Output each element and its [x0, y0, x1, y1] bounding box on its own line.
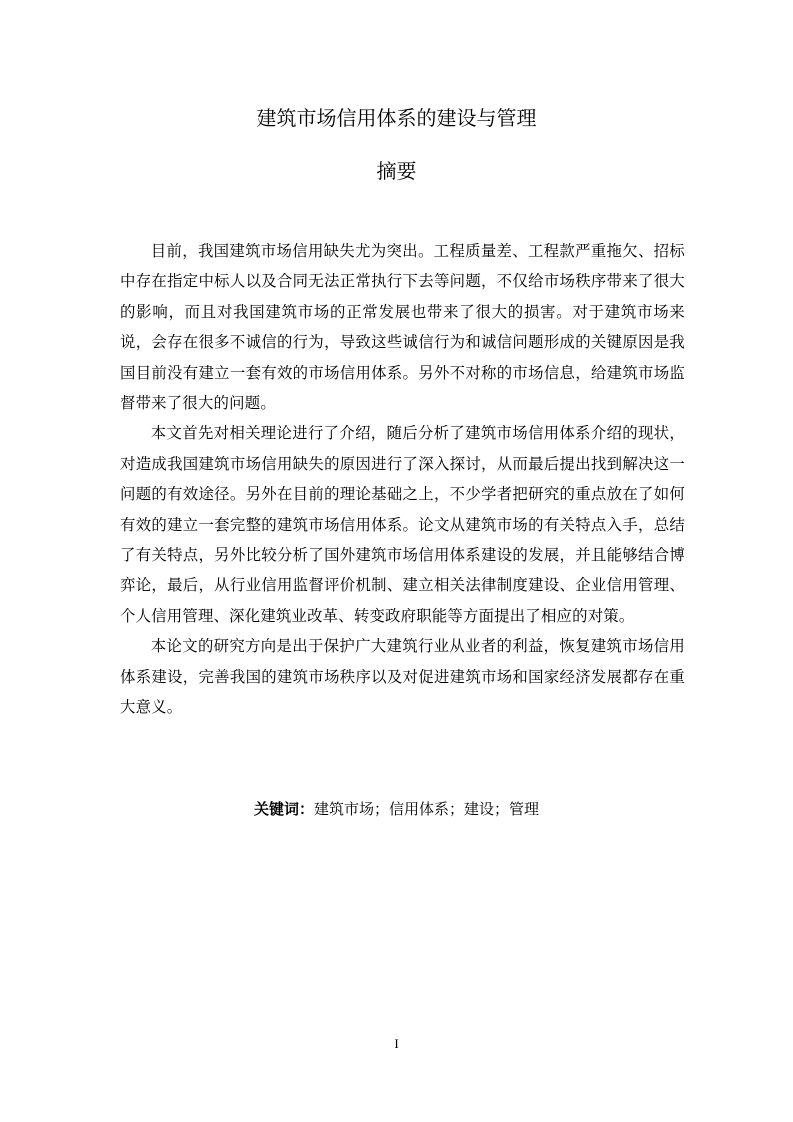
abstract-body: [120, 236, 685, 723]
keywords-line: [0, 797, 793, 821]
document-title: 建筑市场信用体系的建设与管理: [256, 106, 537, 130]
keywords-label: 关键词：: [253, 800, 314, 818]
abstract-paragraph-2: 本文首先对相关理论进行了介绍，随后分析了建筑市场信用体系介绍的现状，对造成我国建筑市场信用缺失的原因进行了深入探讨，从而最后提出找到解决这一问题的有效途径。另外在目前的理论基础之上，不少学者把研究的重点放在了如何有效的建立一套完整的建筑市场信用体系。论文从建筑市场的有关特点入手，总结了有关特点，另外比较分析了国外建筑市场信用体系建设的发展，并且能够结合博弈论，最后，从行业信用监督评价机制、建立相关法律制度建设、企业信用管理、个人信用管理、深化建筑业改革、转变政府职能等方面提出了相应的对策。: [120, 424, 685, 625]
abstract-heading: 摘要: [376, 159, 417, 183]
page-number: I: [394, 1036, 399, 1051]
abstract-paragraph-1: 目前，我国建筑市场信用缺失尤为突出。工程质量差、工程款严重拖欠、招标中存在指定中标人以及合同无法正常执行下去等问题，不仅给市场秩序带来了很大的影响，而且对我国建筑市场的正常发展也带来了很大的损害。对于建筑市场来说，会存在很多不诚信的行为，导致这些诚信行为和诚信问题形成的关键原因是我国目前没有建立一套有效的市场信用体系。另外不对称的市场信息，给建筑市场监督带来了很大的问题。: [120, 242, 685, 413]
keywords-text: 建筑市场；信用体系；建设；管理: [314, 800, 540, 818]
abstract-paragraph-3: 本论文的研究方向是出于保护广大建筑行业从业者的利益，恢复建筑市场信用体系建设，完善我国的建筑市场秩序以及对促进建筑市场和国家经济发展都存在重大意义。: [120, 637, 685, 717]
